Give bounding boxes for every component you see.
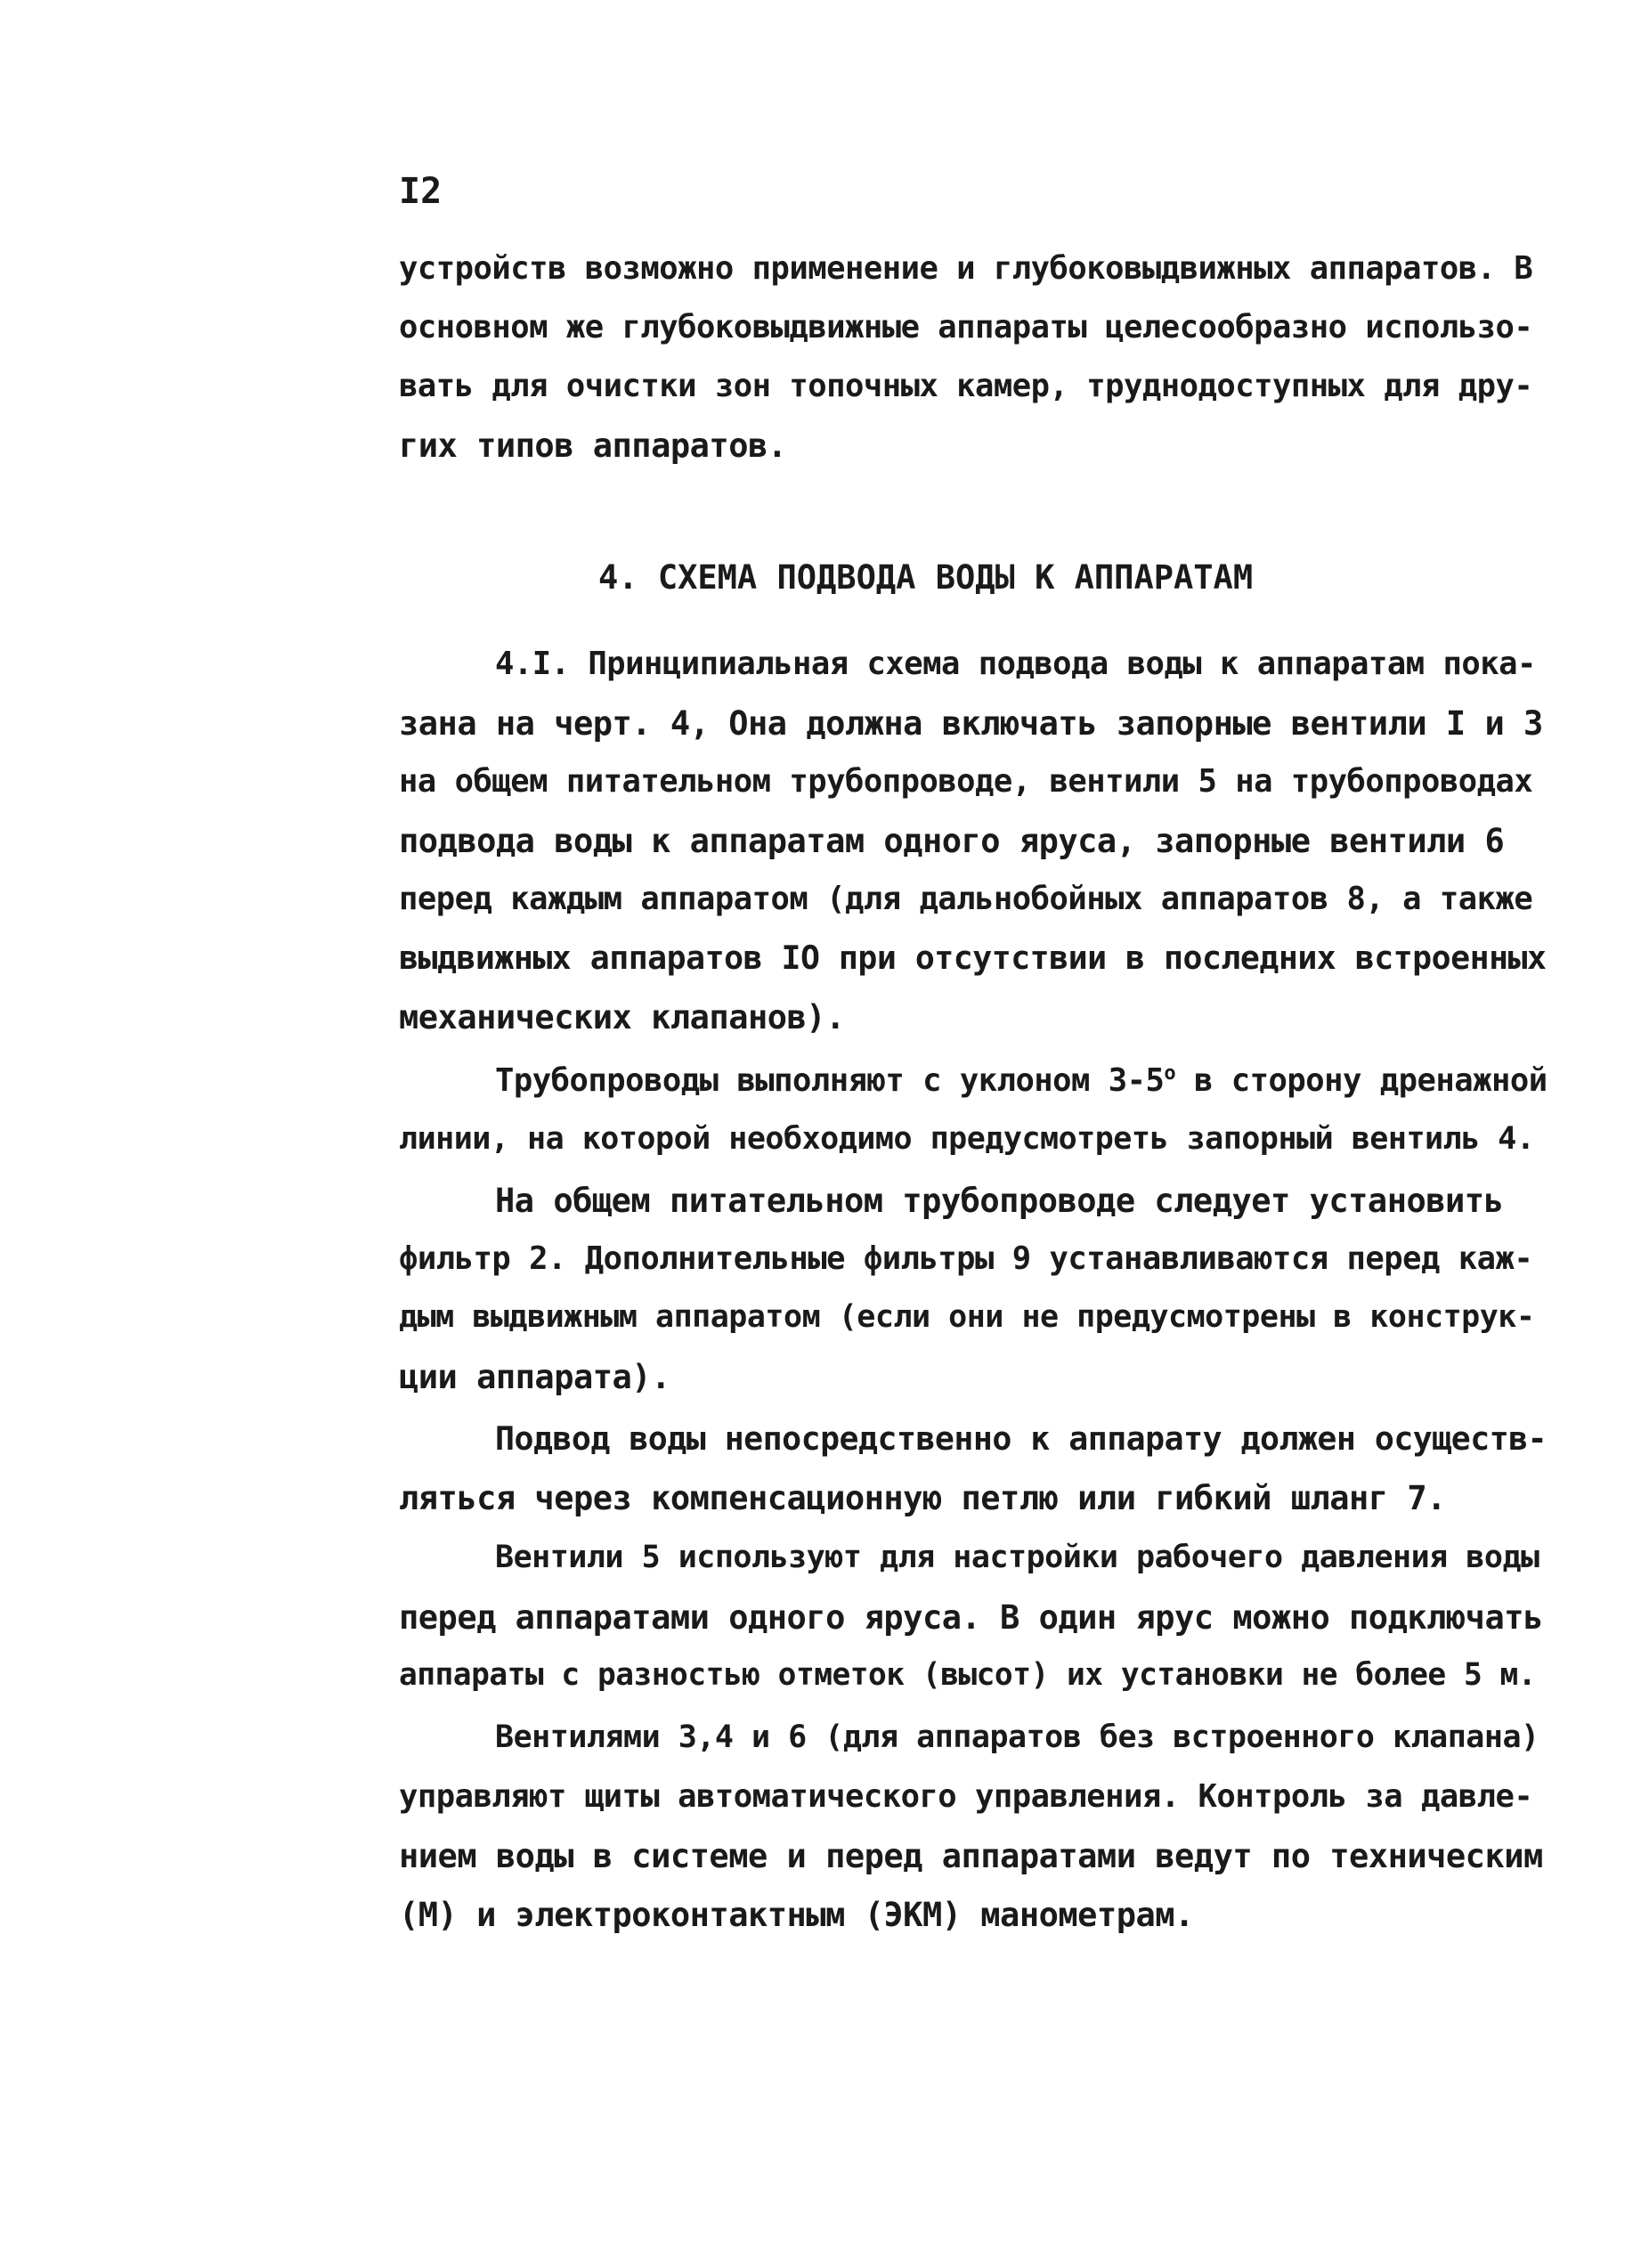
text-line: на общем питательном трубопроводе, вентили 5 на трубопроводах xyxy=(399,763,1533,800)
text-line: перед каждым аппаратом (для дальнобойных аппаратов 8, а также xyxy=(399,881,1533,917)
text-line: гих типов аппаратов. xyxy=(399,427,787,465)
text-segment: Трубопроводы выполняют с уклоном 3-5 xyxy=(495,1062,1165,1099)
text-line: аппараты с разностью отметок (высот) их установки не более 5 м. xyxy=(399,1657,1537,1693)
text-line: подвода воды к аппаратам одного яруса, запорные вентили 6 xyxy=(399,822,1505,860)
section-heading: 4. СХЕМА ПОДВОДА ВОДЫ К АППАРАТАМ xyxy=(598,558,1254,597)
text-line: управляют щиты автоматического управления. Контроль за давле- xyxy=(399,1778,1533,1815)
text-line: выдвижных аппаратов IO при отсутствии в последних встроенных xyxy=(399,939,1547,977)
text-line: основном же глубоковыдвижные аппараты целесообразно использо- xyxy=(399,309,1533,345)
text-line: фильтр 2. Дополнительные фильтры 9 устанавливаются перед каж- xyxy=(399,1240,1533,1277)
text-line: линии, на которой необходимо предусмотреть запорный вентиль 4. xyxy=(399,1121,1535,1157)
text-line: ции аппарата). xyxy=(399,1358,670,1396)
text-line xyxy=(495,1062,1547,1099)
text-line: Вентилями 3,4 и 6 (для аппаратов без встроенного клапана) xyxy=(495,1719,1539,1755)
text-line: зана на черт. 4, Она должна включать запорные вентили I и 3 xyxy=(399,704,1543,743)
text-line: (М) и электроконтактным (ЭКМ) манометрам. xyxy=(399,1896,1194,1934)
text-line: вать для очистки зон топочных камер, труднодоступных для дру- xyxy=(399,368,1533,404)
text-line: На общем питательном трубопроводе следует установить xyxy=(495,1182,1504,1220)
text-line: дым выдвижным аппаратом (если они не предусмотрены в конструк- xyxy=(399,1299,1535,1335)
text-line: нием воды в системе и перед аппаратами ведут по техническим xyxy=(399,1837,1543,1875)
degree-superscript: о xyxy=(1164,1062,1176,1085)
text-line: Подвод воды непосредственно к аппарату должен осуществ- xyxy=(495,1419,1547,1458)
text-line: устройств возможно применение и глубоковыдвижных аппаратов. В xyxy=(399,250,1533,287)
text-line: механических клапанов). xyxy=(399,998,845,1036)
text-segment: в сторону дренажной xyxy=(1175,1062,1547,1099)
text-line: ляться через компенсационную петлю или гибкий шланг 7. xyxy=(399,1479,1446,1517)
text-line: Вентили 5 используют для настройки рабочего давления воды xyxy=(495,1540,1539,1575)
text-line: перед аппаратами одного яруса. В один ярус можно подключать xyxy=(399,1598,1543,1637)
page-number: I2 xyxy=(399,171,443,212)
text-line: 4.I. Принципиальная схема подвода воды к аппаратам пока- xyxy=(495,646,1536,682)
